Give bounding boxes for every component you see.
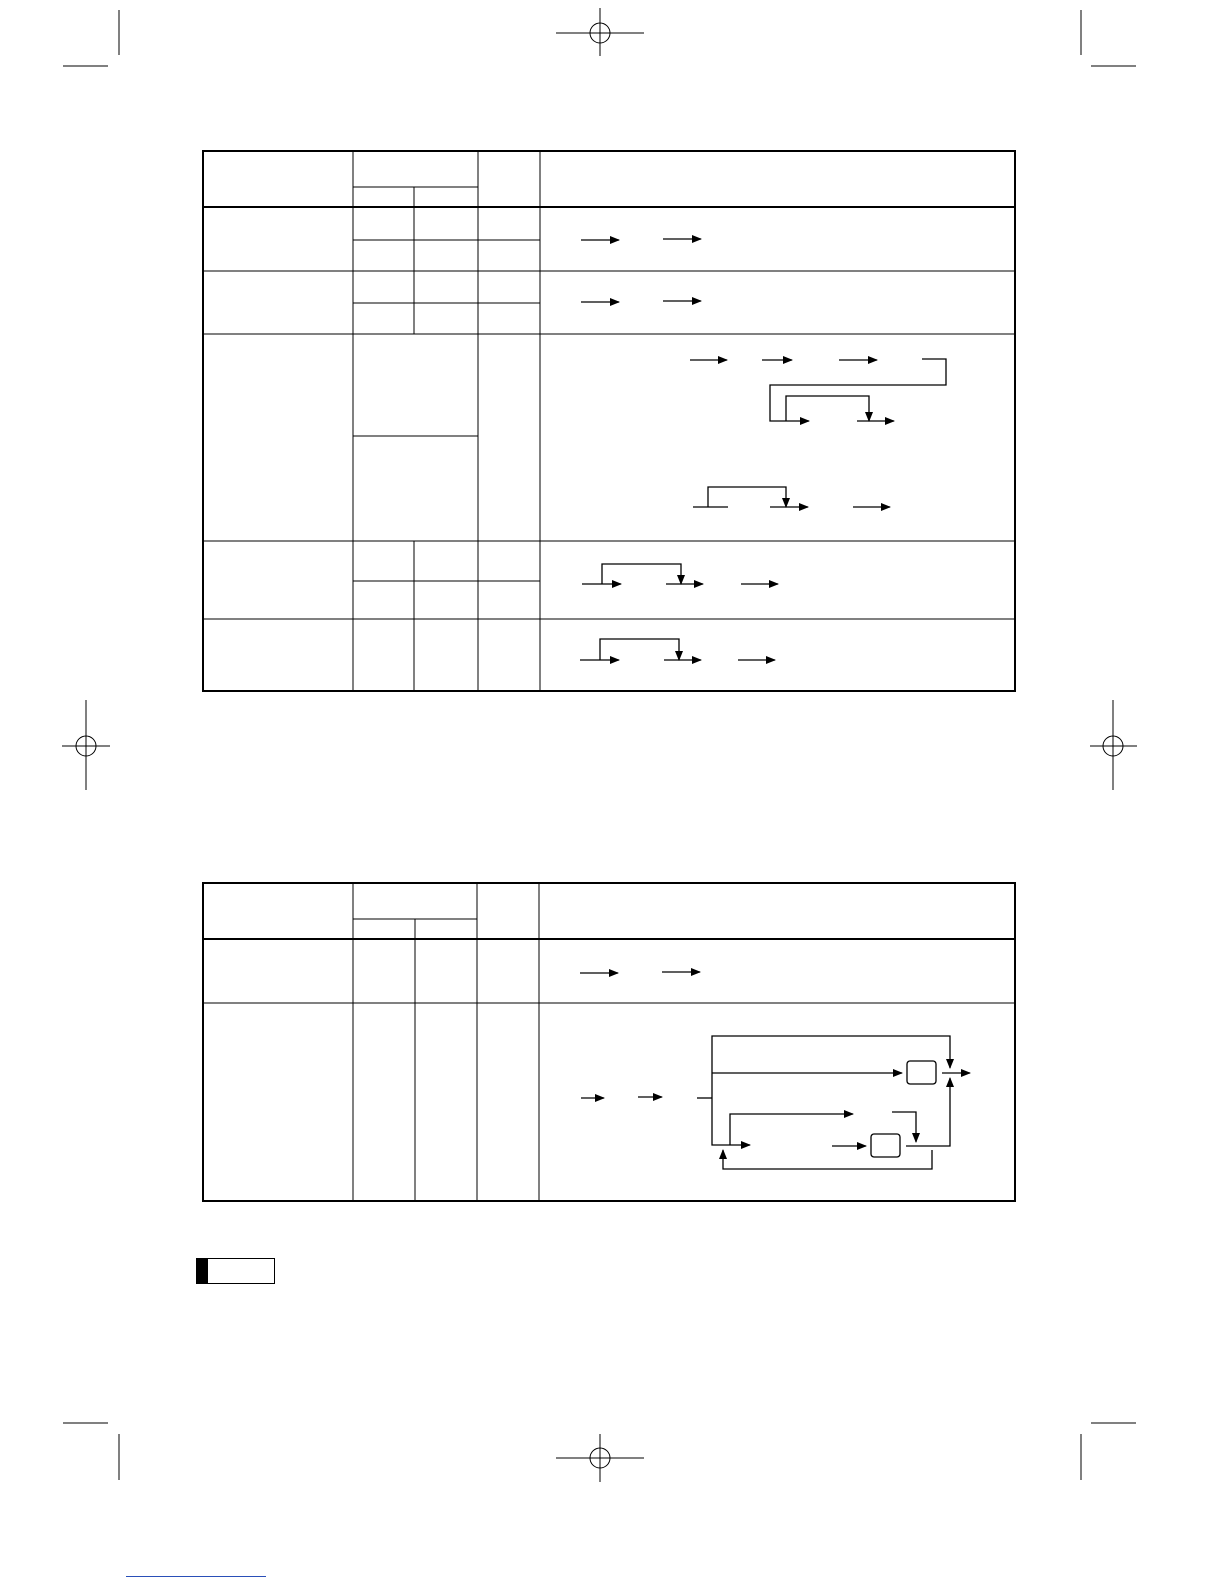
flow-t2-row-2 — [581, 1036, 970, 1169]
key-box-lower — [871, 1134, 900, 1157]
note-badge — [196, 1258, 275, 1284]
bottom-link-underline[interactable] — [126, 1576, 266, 1577]
note-badge-tab — [197, 1259, 208, 1283]
key-box-upper — [907, 1061, 936, 1084]
target-mark-left — [62, 700, 110, 790]
table-2-border — [203, 883, 1015, 1201]
crop-mark-bottom-right — [1081, 1423, 1136, 1480]
flow-row-4 — [582, 564, 778, 584]
target-mark-right — [1090, 700, 1137, 790]
crop-mark-top-left — [63, 10, 119, 66]
table-2 — [203, 883, 1015, 1201]
crop-mark-top-right — [1081, 10, 1136, 66]
flow-row-2 — [581, 301, 701, 302]
table-2-flows — [580, 972, 970, 1169]
flow-row-5 — [580, 639, 775, 660]
table-1-flows — [580, 239, 946, 660]
target-mark-bottom — [556, 1434, 644, 1482]
flow-row-3-upper — [690, 359, 946, 421]
flow-row-1 — [581, 239, 701, 240]
crop-mark-bottom-left — [63, 1423, 119, 1480]
flow-t2-row-1 — [580, 972, 700, 973]
target-mark-top — [556, 8, 644, 56]
flow-row-3-lower — [693, 487, 890, 507]
